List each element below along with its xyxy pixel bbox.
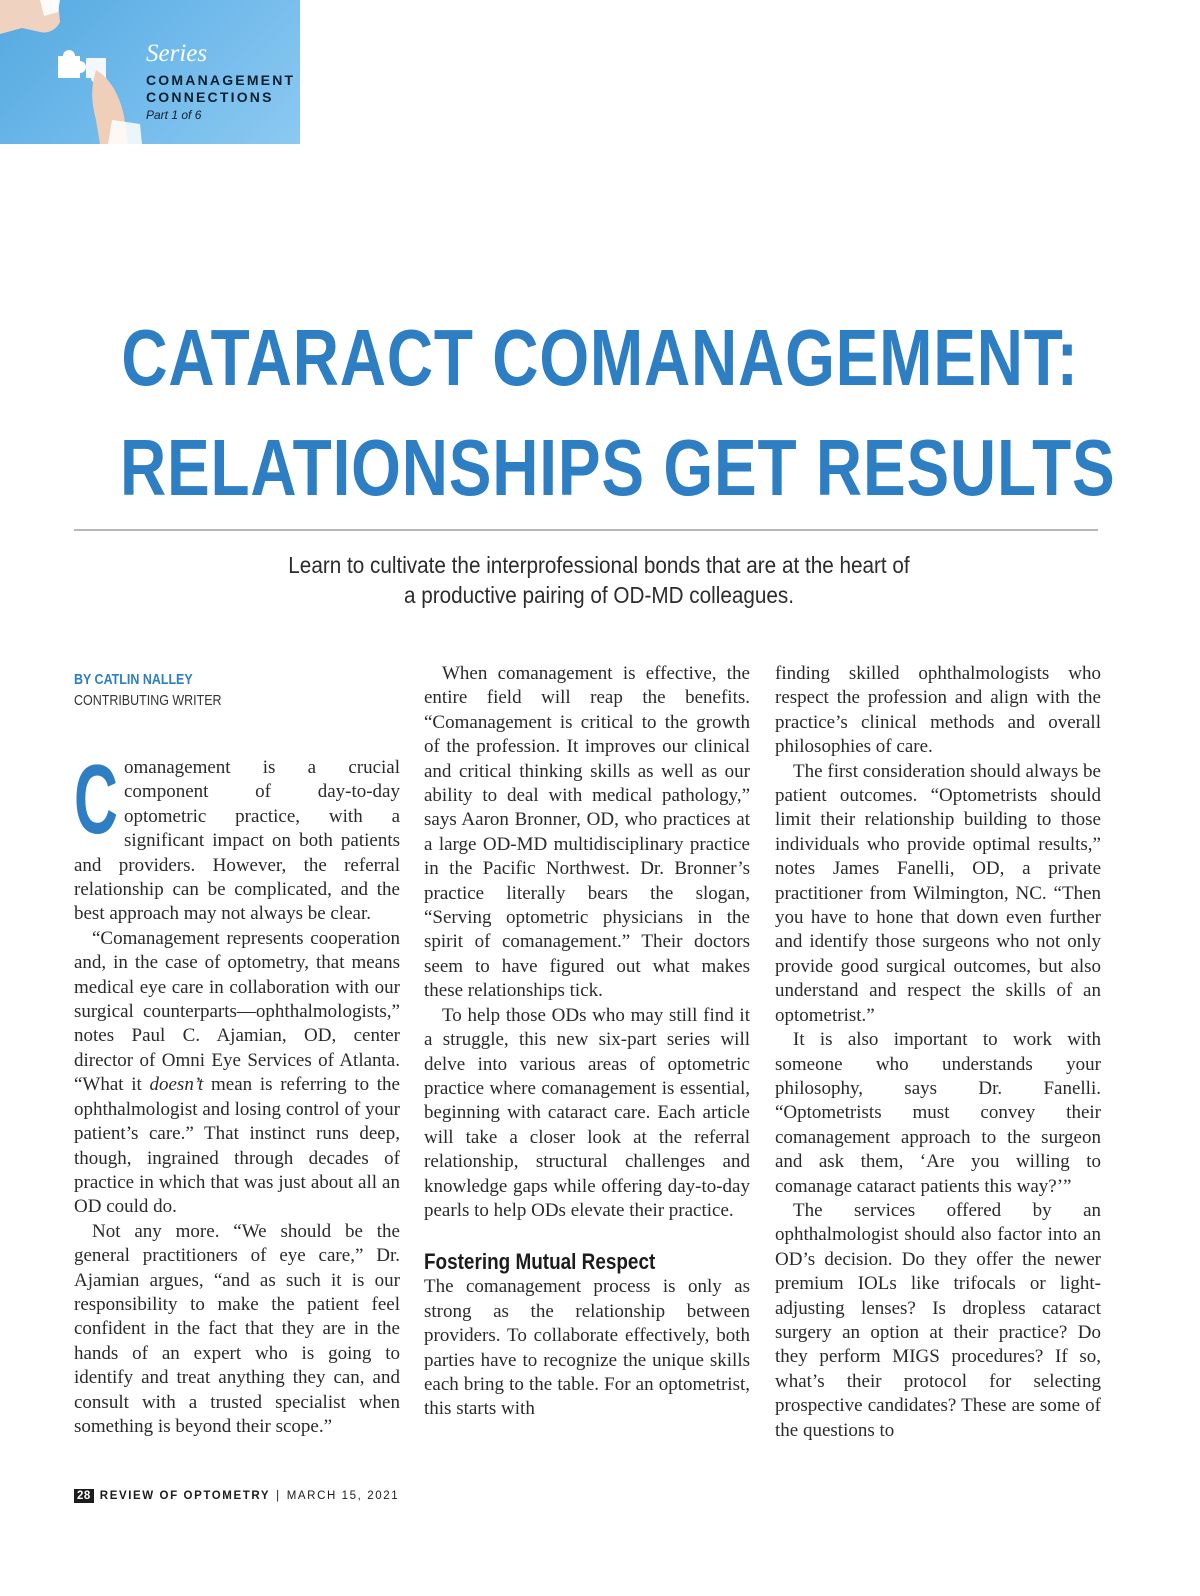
paragraph-2 (74, 927, 400, 1220)
column-1 (74, 670, 400, 1439)
puzzle-hands-image (0, 0, 150, 144)
section-subhead: Fostering Mutual Respect (424, 1249, 656, 1275)
paragraph-3: Not any more. “We should be the general practitioners of eye care,” Dr. Ajamian argues, “and as such it is our responsibility to make the patient feel confident in the fact that they are in the hands of an expert who is going to identify and treat anything they can, and consult with a trusted specialist when something is beyond their scope.” (74, 1220, 400, 1437)
article-deck (59, 550, 1139, 610)
paragraph-2-text-a: “Comanagement represents cooperation and, in the case of optometry, that means medical eye care in collaboration with our surgical counterparts—ophthalmologists,” notes Paul C. Ajamian, OD, center director of Omni Eye Services of Atlanta. “What it (74, 927, 400, 1096)
paragraph-2-text-b: mean is referring to the ophthalmologist and losing control of your patient’s care.” That instinct runs deep, though, ingrained through decades of practice in which that was just about all an OD could do. (74, 1074, 400, 1218)
footer-separator: | (276, 1490, 281, 1502)
headline-divider (74, 529, 1098, 531)
paragraph-6: The comanagement process is only as strong as the relationship between providers. To collaborate effectively, both parties have to recognize the unique skills each bring to the table. For an optometrist, this starts with (424, 1276, 750, 1420)
publication-name: REVIEW OF OPTOMETRY (99, 1490, 271, 1502)
paragraph-1 (74, 744, 400, 927)
author-name: BY CATLIN NALLEY (74, 672, 193, 688)
author-role: CONTRIBUTING WRITER (74, 693, 222, 709)
deck-line-1: Learn to cultivate the interprofessional bonds that are at the heart of (288, 552, 910, 578)
article-headline (120, 303, 1116, 523)
headline-line-1: CATARACT COMANAGEMENT: (121, 313, 1079, 402)
column-2 (424, 662, 750, 1422)
deck-line-2: a productive pairing of OD-MD colleagues. (403, 582, 795, 608)
series-label: Series (146, 40, 208, 67)
series-title-line-1: COMANAGEMENT (146, 72, 296, 88)
emphasis-doesnt: doesn’t (149, 1074, 204, 1096)
paragraph-4: When comanagement is effective, the entire field will reap the benefits. “Comanagement is critical to the growth of the profession. It improves our clinical and critical thinking skills as well as our ability to deal with medical pathology,” says Aaron Bronner, OD, who practices at a large OD-MD multidisciplinary practice in the Pacific Northwest. Dr. Bronner’s practice literally bears the slogan, “Serving optometric physicians in the spirit of comanagement.” Their doctors seem to have figured out what makes these relationships tick. (424, 663, 750, 1002)
series-part: Part 1 of 6 (146, 108, 202, 122)
byline (74, 670, 354, 712)
paragraph-5: To help those ODs who may still find it a struggle, this new six-part series will delve into various areas of optometric practice where comanagement is essential, beginning with cataract care. Each article will take a closer look at the referral relationship, structural challenges and knowledge gaps while offering day-to-day pearls to help ODs elevate their practice. (424, 1004, 750, 1221)
issue-date: MARCH 15, 2021 (286, 1490, 400, 1502)
paragraph-10: The services offered by an ophthalmologist should also factor into an OD’s decision. Do they offer the newer premium IOLs like trifocals or light-adjusting lenses? Is dropless cataract surgery an option at their practice? Do they perform MIGS procedures? If so, what’s their protocol for selecting prospective candidates? These are some of the questions to (775, 1199, 1101, 1441)
page-number: 28 (74, 1489, 94, 1503)
column-3 (775, 662, 1101, 1443)
headline-line-2: RELATIONSHIPS GET RESULTS (120, 423, 1116, 512)
series-badge (0, 0, 300, 144)
page-footer (74, 1489, 399, 1503)
paragraph-8: The first consideration should always be patient outcomes. “Optometrists should limit their relationship building to those individuals who provide optimal results,” notes James Fanelli, OD, a private practitioner from Wilmington, NC. “Then you have to hone that down even further and identify those surgeons who not only provide good surgical outcomes, but also understand and respect the skills of an optometrist.” (775, 760, 1101, 1026)
paragraph-1-text: omanagement is a crucial component of day-to-day optometric practice, with a significant impact on both patients and providers. However, the referral relationship can be complicated, and the best approach may not always be clear. (74, 757, 400, 925)
drop-cap: C (74, 744, 118, 854)
series-title-line-2: CONNECTIONS (146, 89, 274, 105)
series-title (146, 72, 296, 106)
paragraph-9: It is also important to work with someone who understands your philosophy, says Dr. Fanelli. “Optometrists must convey their comanagement approach to the surgeon and ask them, ‘Are you willing to comanage cataract patients this way?’” (775, 1029, 1101, 1197)
paragraph-7: finding skilled ophthalmologists who respect the profession and align with the practice’s clinical methods and overall philosophies of care. (775, 663, 1101, 758)
